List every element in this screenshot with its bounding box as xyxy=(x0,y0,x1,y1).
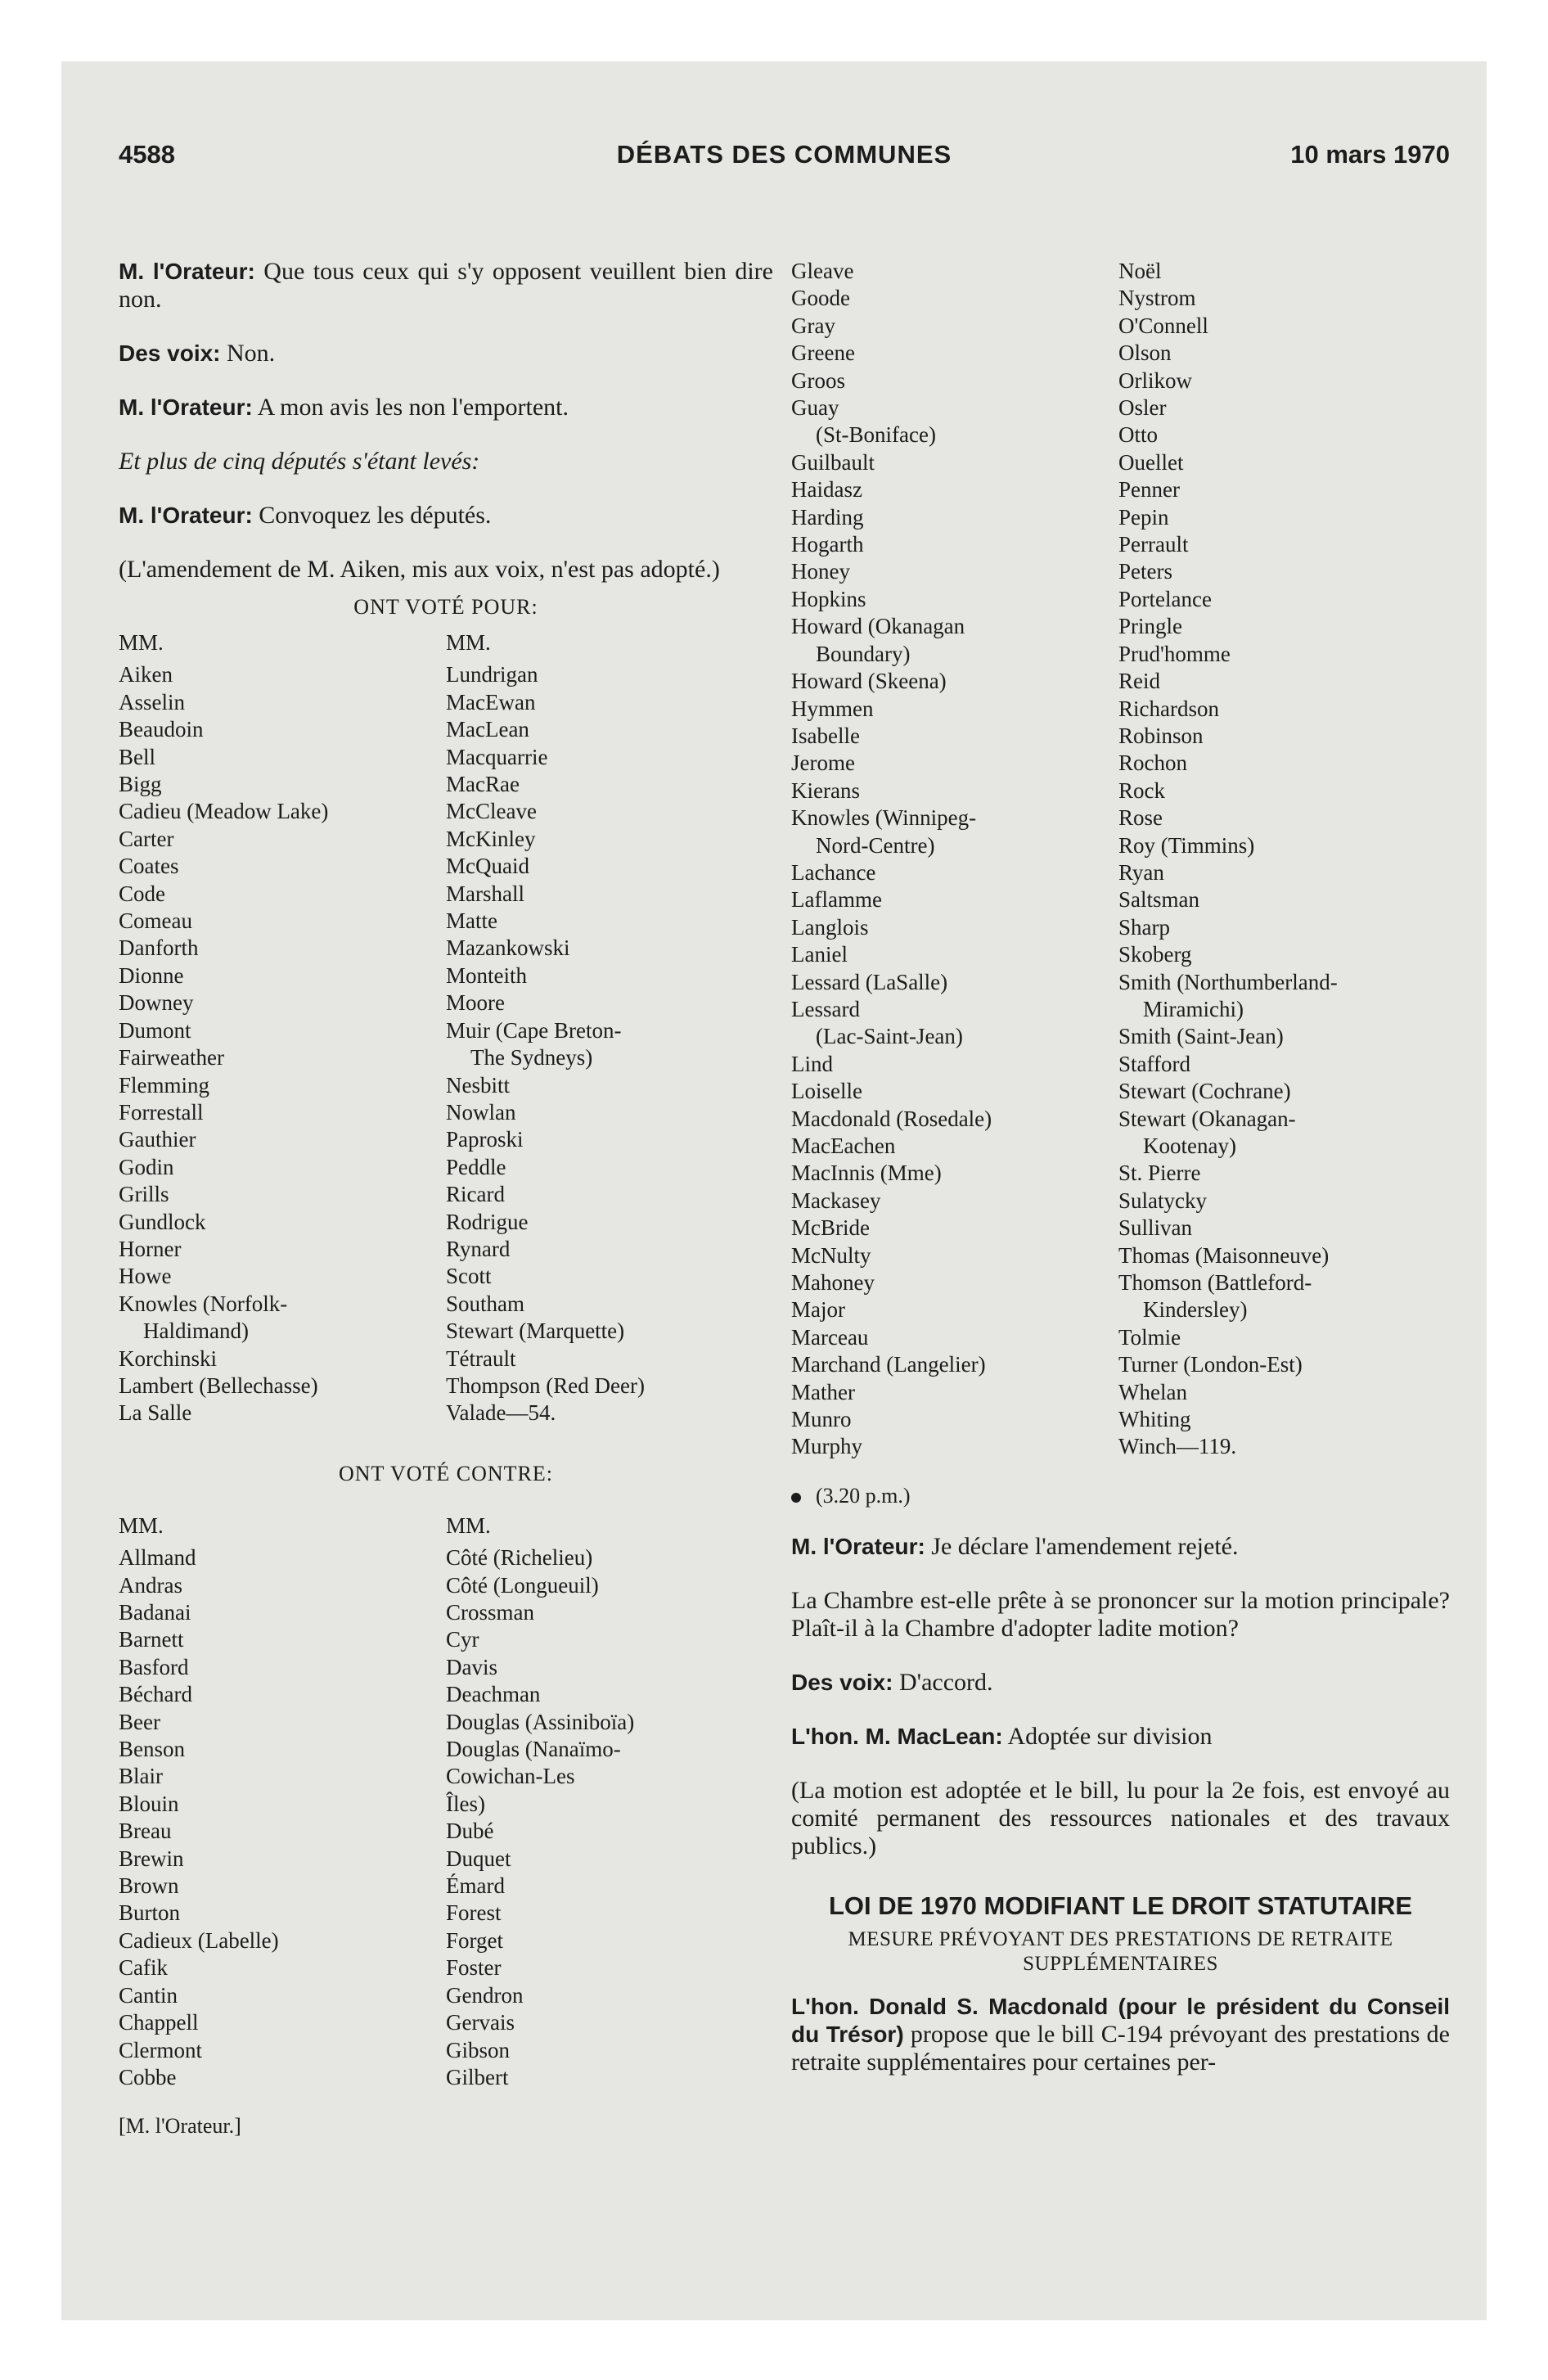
member-name: Stewart (Okanagan- xyxy=(1118,1106,1296,1131)
member-name: Gauthier xyxy=(119,1127,196,1152)
member-name: Isabelle xyxy=(791,723,860,748)
member-name: Hymmen xyxy=(791,696,874,721)
member-name: Lessard xyxy=(791,996,860,1021)
member-name: Laflamme xyxy=(791,887,882,913)
member-name: Hopkins xyxy=(791,586,866,611)
member-name: Îles) xyxy=(446,1791,485,1816)
member-name: Rynard xyxy=(446,1236,511,1261)
member-name: Winch—119. xyxy=(1118,1434,1237,1459)
bullet-icon xyxy=(791,1493,801,1503)
member-name: Otto xyxy=(1118,422,1159,448)
name-list xyxy=(446,661,773,1427)
member-name: Cowichan-Les xyxy=(446,1764,575,1789)
member-name: Sharp xyxy=(1118,914,1170,940)
member-name: Burton xyxy=(119,1900,181,1926)
member-name: Mather xyxy=(791,1379,855,1404)
speech-text: Que tous ceux qui s'y opposent veuillent bien dire non. xyxy=(119,258,773,313)
member-name: Saltsman xyxy=(1118,887,1199,913)
member-name: Aiken xyxy=(119,662,173,687)
member-name: Basford xyxy=(119,1654,189,1679)
member-name: Downey xyxy=(119,990,194,1016)
mm-label: MM. xyxy=(446,1512,491,1538)
member-name: Comeau xyxy=(119,908,192,934)
member-name: Murphy xyxy=(791,1434,862,1459)
member-name: Kootenay) xyxy=(1143,1134,1236,1158)
speech-text: Adoptée sur division xyxy=(1002,1722,1213,1750)
member-name: Major xyxy=(791,1297,845,1323)
member-name: Deachman xyxy=(446,1682,541,1707)
name-column xyxy=(1118,258,1446,1461)
member-name: Kierans xyxy=(791,778,860,803)
member-name: Tétrault xyxy=(446,1346,516,1371)
member-name: Côté (Longueuil) xyxy=(446,1572,599,1598)
member-name: Southam xyxy=(446,1291,525,1316)
member-name: Grills xyxy=(119,1182,169,1207)
member-name: Haidasz xyxy=(791,477,862,503)
member-name: Rochon xyxy=(1118,751,1187,776)
member-name: MacRae xyxy=(446,772,520,797)
member-name: McCleave xyxy=(446,799,537,824)
member-name: Gilbert xyxy=(446,2064,509,2089)
member-name: Bell xyxy=(119,744,155,769)
member-name: Douglas (Assiniboïa) xyxy=(446,1709,635,1734)
member-name: (St-Boniface) xyxy=(816,422,936,448)
member-name: Valade—54. xyxy=(446,1400,556,1426)
member-name: Loiselle xyxy=(791,1079,862,1104)
paragraph: (La motion est adoptée et le bill, lu pour la 2e fois, est envoyé au comité permanent des ressources nationales et des travaux publics.) xyxy=(791,1776,1450,1859)
speaker-name: M. l'Orateur: xyxy=(791,1533,925,1559)
speech-text: Convoquez les députés. xyxy=(252,502,492,529)
name-list xyxy=(119,661,446,1427)
vote-list-pour xyxy=(119,629,773,1427)
member-name: Noël xyxy=(1118,259,1162,283)
member-name: Crossman xyxy=(446,1600,534,1625)
member-name: Thomas (Maisonneuve) xyxy=(1118,1242,1330,1268)
member-name: Roy (Timmins) xyxy=(1118,832,1255,858)
member-name: Honey xyxy=(791,559,850,584)
member-name: Macdonald (Rosedale) xyxy=(791,1106,992,1131)
member-name: Mahoney xyxy=(791,1270,875,1296)
member-name: Forest xyxy=(446,1900,502,1926)
member-name: Mazankowski xyxy=(446,935,570,961)
stage-direction: Et plus de cinq députés s'étant levés: xyxy=(119,448,480,475)
member-name: La Salle xyxy=(119,1400,192,1426)
member-name: Miramichi) xyxy=(1143,996,1244,1021)
member-name: Knowles (Winnipeg- xyxy=(791,805,977,831)
paragraph xyxy=(119,394,773,421)
page-number: 4588 xyxy=(119,140,175,169)
member-name: Marchand (Langelier) xyxy=(791,1352,986,1377)
name-column xyxy=(119,1512,446,2092)
member-name: MacEwan xyxy=(446,689,536,714)
speech-text: Je déclare l'amendement rejeté. xyxy=(925,1532,1239,1560)
member-name: Richardson xyxy=(1118,696,1219,721)
member-name: MacLean xyxy=(446,717,529,742)
member-name: Cadieux (Labelle) xyxy=(119,1927,279,1953)
member-name: Orlikow xyxy=(1118,367,1192,393)
vote-heading-pour: ONT VOTÉ POUR: xyxy=(353,595,538,619)
paragraph xyxy=(791,1669,1450,1697)
member-name: Prud'homme xyxy=(1118,641,1231,666)
member-name: Nesbitt xyxy=(446,1072,510,1098)
page-scan xyxy=(61,61,1487,2320)
speaker-name: Des voix: xyxy=(791,1669,893,1695)
member-name: Groos xyxy=(791,367,845,393)
continuation-footer: [M. l'Orateur.] xyxy=(119,2114,241,2139)
member-name: Côté (Richelieu) xyxy=(446,1545,593,1571)
member-name: Allmand xyxy=(119,1545,196,1571)
speech-text: A mon avis les non l'emportent. xyxy=(252,394,569,421)
paragraph xyxy=(791,1723,1450,1751)
member-name: Danforth xyxy=(119,935,199,961)
member-name: Davis xyxy=(446,1654,497,1679)
member-name: Pringle xyxy=(1118,614,1182,639)
member-name: McNulty xyxy=(791,1242,871,1268)
member-name: Gendron xyxy=(446,1982,524,2008)
member-name: Haldimand) xyxy=(143,1318,249,1344)
vote-list-contre xyxy=(119,1512,773,2092)
member-name: Gibson xyxy=(446,2037,511,2062)
member-name: Ryan xyxy=(1118,859,1164,885)
member-name: Guay xyxy=(791,395,839,421)
member-name: Marshall xyxy=(446,881,524,906)
member-name: (Lac-Saint-Jean) xyxy=(816,1024,963,1049)
mm-label: MM. xyxy=(119,630,164,655)
member-name: Lambert (Bellechasse) xyxy=(119,1373,318,1398)
vote-list-contre-continued xyxy=(791,258,1450,1461)
member-name: Lind xyxy=(791,1051,833,1076)
member-name: Muir (Cape Breton- xyxy=(446,1017,622,1043)
member-name: Beaudoin xyxy=(119,717,204,742)
member-name: Lachance xyxy=(791,859,876,885)
member-name: Jerome xyxy=(791,751,855,776)
time-text: (3.20 p.m.) xyxy=(816,1483,911,1508)
member-name: Beer xyxy=(119,1709,160,1734)
member-name: Forget xyxy=(446,1927,504,1953)
member-name: Sullivan xyxy=(1118,1215,1193,1241)
member-name: Skoberg xyxy=(1118,942,1192,967)
member-name: Cantin xyxy=(119,1982,178,2008)
member-name: Hogarth xyxy=(791,532,864,557)
section-title: LOI DE 1970 MODIFIANT LE DROIT STATUTAIRE xyxy=(828,1891,1413,1920)
member-name: Whelan xyxy=(1118,1379,1187,1404)
member-name: Stafford xyxy=(1118,1051,1190,1076)
member-name: Mackasey xyxy=(791,1188,881,1213)
member-name: Lundrigan xyxy=(446,662,538,687)
section-subtitle: MESURE PRÉVOYANT DES PRESTATIONS DE RETRAITE SUPPLÉMENTAIRES xyxy=(848,1927,1393,1975)
member-name: Cafik xyxy=(119,1955,168,1981)
member-name: Stewart (Marquette) xyxy=(446,1318,625,1344)
member-name: Carter xyxy=(119,826,174,851)
member-name: Blair xyxy=(119,1764,163,1789)
member-name: McQuaid xyxy=(446,854,529,879)
member-name: MacEachen xyxy=(791,1134,896,1158)
member-name: McKinley xyxy=(446,826,536,851)
speaker-name: Des voix: xyxy=(119,340,221,366)
member-name: Whiting xyxy=(1118,1407,1191,1432)
member-name: Stewart (Cochrane) xyxy=(1118,1079,1291,1104)
member-name: Munro xyxy=(791,1407,852,1432)
member-name: MacInnis (Mme) xyxy=(791,1161,942,1186)
member-name: Cyr xyxy=(446,1627,479,1652)
page-date: 10 mars 1970 xyxy=(1290,140,1450,169)
time-marker xyxy=(791,1482,1450,1510)
member-name: Sulatycky xyxy=(1118,1188,1207,1213)
left-column xyxy=(119,258,773,2140)
speaker-name: L'hon. M. MacLean: xyxy=(791,1723,1003,1749)
member-name: Robinson xyxy=(1118,723,1204,748)
running-header xyxy=(119,133,1450,174)
member-name: Chappell xyxy=(119,2010,199,2035)
member-name: Thompson (Red Deer) xyxy=(446,1373,645,1398)
member-name: Brown xyxy=(119,1873,179,1899)
member-name: Paproski xyxy=(446,1127,524,1152)
member-name: Benson xyxy=(119,1737,185,1762)
member-name: Rodrigue xyxy=(446,1209,529,1234)
member-name: Boundary) xyxy=(816,641,911,666)
member-name: Pepin xyxy=(1118,504,1169,530)
member-name: The Sydneys) xyxy=(470,1045,593,1071)
vote-heading-contre: ONT VOTÉ CONTRE: xyxy=(338,1461,554,1485)
speech-text: Non. xyxy=(220,340,276,367)
member-name: Peters xyxy=(1118,559,1172,584)
name-column xyxy=(791,258,1118,1461)
member-name: Lessard (LaSalle) xyxy=(791,969,948,994)
member-name: Gervais xyxy=(446,2010,515,2035)
name-list xyxy=(119,1544,446,2091)
speech-text: D'accord. xyxy=(893,1668,993,1696)
speaker-name: L'hon. Donald S. Macdonald (pour le président du Conseil du Trésor) xyxy=(791,1993,1450,2047)
member-name: Gundlock xyxy=(119,1209,206,1234)
member-name: Fairweather xyxy=(119,1045,224,1071)
member-name: Perrault xyxy=(1118,532,1189,557)
member-name: Andras xyxy=(119,1572,182,1598)
member-name: Dubé xyxy=(446,1819,494,1844)
paragraph xyxy=(119,502,773,530)
speaker-name: M. l'Orateur: xyxy=(119,394,253,420)
name-column xyxy=(119,629,446,1427)
member-name: Korchinski xyxy=(119,1346,217,1371)
member-name: Macquarrie xyxy=(446,744,548,769)
member-name: Forrestall xyxy=(119,1099,204,1125)
member-name: St. Pierre xyxy=(1118,1161,1201,1186)
member-name: Tolmie xyxy=(1118,1324,1181,1350)
member-name: Dumont xyxy=(119,1017,191,1043)
member-name: Gleave xyxy=(791,259,854,283)
member-name: Badanai xyxy=(119,1600,191,1625)
member-name: Cadieu (Meadow Lake) xyxy=(119,799,329,824)
paragraph xyxy=(119,340,773,367)
member-name: Scott xyxy=(446,1264,492,1289)
member-name: Reid xyxy=(1118,669,1160,694)
member-name: Blouin xyxy=(119,1791,179,1816)
member-name: Olson xyxy=(1118,340,1172,366)
page-title: DÉBATS DES COMMUNES xyxy=(616,140,952,169)
member-name: Penner xyxy=(1118,477,1180,503)
member-name: Béchard xyxy=(119,1682,192,1707)
speaker-name: M. l'Orateur: xyxy=(119,259,255,284)
member-name: Foster xyxy=(446,1955,502,1981)
member-name: Horner xyxy=(119,1236,182,1261)
member-name: Bigg xyxy=(119,772,162,797)
member-name: Langlois xyxy=(791,914,869,940)
member-name: Rock xyxy=(1118,778,1165,803)
mm-label: MM. xyxy=(446,630,491,655)
member-name: Smith (Saint-Jean) xyxy=(1118,1024,1284,1049)
member-name: Nystrom xyxy=(1118,286,1196,311)
member-name: Kindersley) xyxy=(1143,1297,1248,1323)
member-name: Howe xyxy=(119,1264,172,1289)
member-name: Nowlan xyxy=(446,1099,516,1125)
member-name: Laniel xyxy=(791,942,848,967)
member-name: Breau xyxy=(119,1819,172,1844)
member-name: Turner (London-Est) xyxy=(1118,1352,1303,1377)
member-name: Smith (Northumberland- xyxy=(1118,969,1338,994)
member-name: Émard xyxy=(446,1873,505,1899)
paragraph xyxy=(119,258,773,313)
member-name: Duquet xyxy=(446,1846,511,1871)
member-name: Brewin xyxy=(119,1846,184,1871)
member-name: Guilbault xyxy=(791,449,875,475)
member-name: Marceau xyxy=(791,1324,869,1350)
member-name: Portelance xyxy=(1118,586,1212,611)
member-name: Thomson (Battleford- xyxy=(1118,1270,1312,1296)
member-name: Douglas (Nanaïmo- xyxy=(446,1737,621,1762)
speaker-name: M. l'Orateur: xyxy=(119,503,253,528)
member-name: Ouellet xyxy=(1118,449,1184,475)
member-name: Coates xyxy=(119,854,179,879)
member-name: McBride xyxy=(791,1215,870,1241)
member-name: Matte xyxy=(446,908,497,934)
member-name: Greene xyxy=(791,340,855,366)
member-name: Nord-Centre) xyxy=(816,832,935,858)
paragraph xyxy=(791,1993,1450,2076)
member-name: Gray xyxy=(791,313,835,338)
member-name: Goode xyxy=(791,286,850,311)
member-name: Rose xyxy=(1118,805,1163,831)
member-name: Code xyxy=(119,881,165,906)
paragraph xyxy=(791,1533,1450,1561)
speech-text: propose que le bill C-194 prévoyant des prestations de retraite supplémentaires pour certaines per- xyxy=(791,2020,1450,2076)
member-name: Monteith xyxy=(446,962,527,988)
member-name: Ricard xyxy=(446,1182,505,1207)
member-name: Clermont xyxy=(119,2037,202,2062)
member-name: Howard (Skeena) xyxy=(791,669,947,694)
member-name: Moore xyxy=(446,990,505,1016)
mm-label: MM. xyxy=(119,1512,164,1538)
member-name: Barnett xyxy=(119,1627,184,1652)
member-name: O'Connell xyxy=(1118,313,1208,338)
member-name: Osler xyxy=(1118,395,1167,421)
name-column xyxy=(446,629,773,1427)
member-name: Peddle xyxy=(446,1154,506,1179)
member-name: Asselin xyxy=(119,689,185,714)
member-name: Cobbe xyxy=(119,2064,177,2089)
member-name: Flemming xyxy=(119,1072,210,1098)
member-name: Dionne xyxy=(119,962,184,988)
right-column xyxy=(791,258,1450,2103)
member-name: Knowles (Norfolk- xyxy=(119,1291,288,1316)
paragraph: (L'amendement de M. Aiken, mis aux voix, n'est pas adopté.) xyxy=(119,556,720,583)
paragraph: La Chambre est-elle prête à se prononcer sur la motion principale? Plaît-il à la Chambre d'adopter ladite motion? xyxy=(791,1586,1450,1642)
name-list xyxy=(446,1544,773,2091)
member-name: Harding xyxy=(791,504,864,530)
member-name: Howard (Okanagan xyxy=(791,614,965,639)
name-column xyxy=(446,1512,773,2092)
member-name: Godin xyxy=(119,1154,174,1179)
page-content xyxy=(119,133,1450,2278)
